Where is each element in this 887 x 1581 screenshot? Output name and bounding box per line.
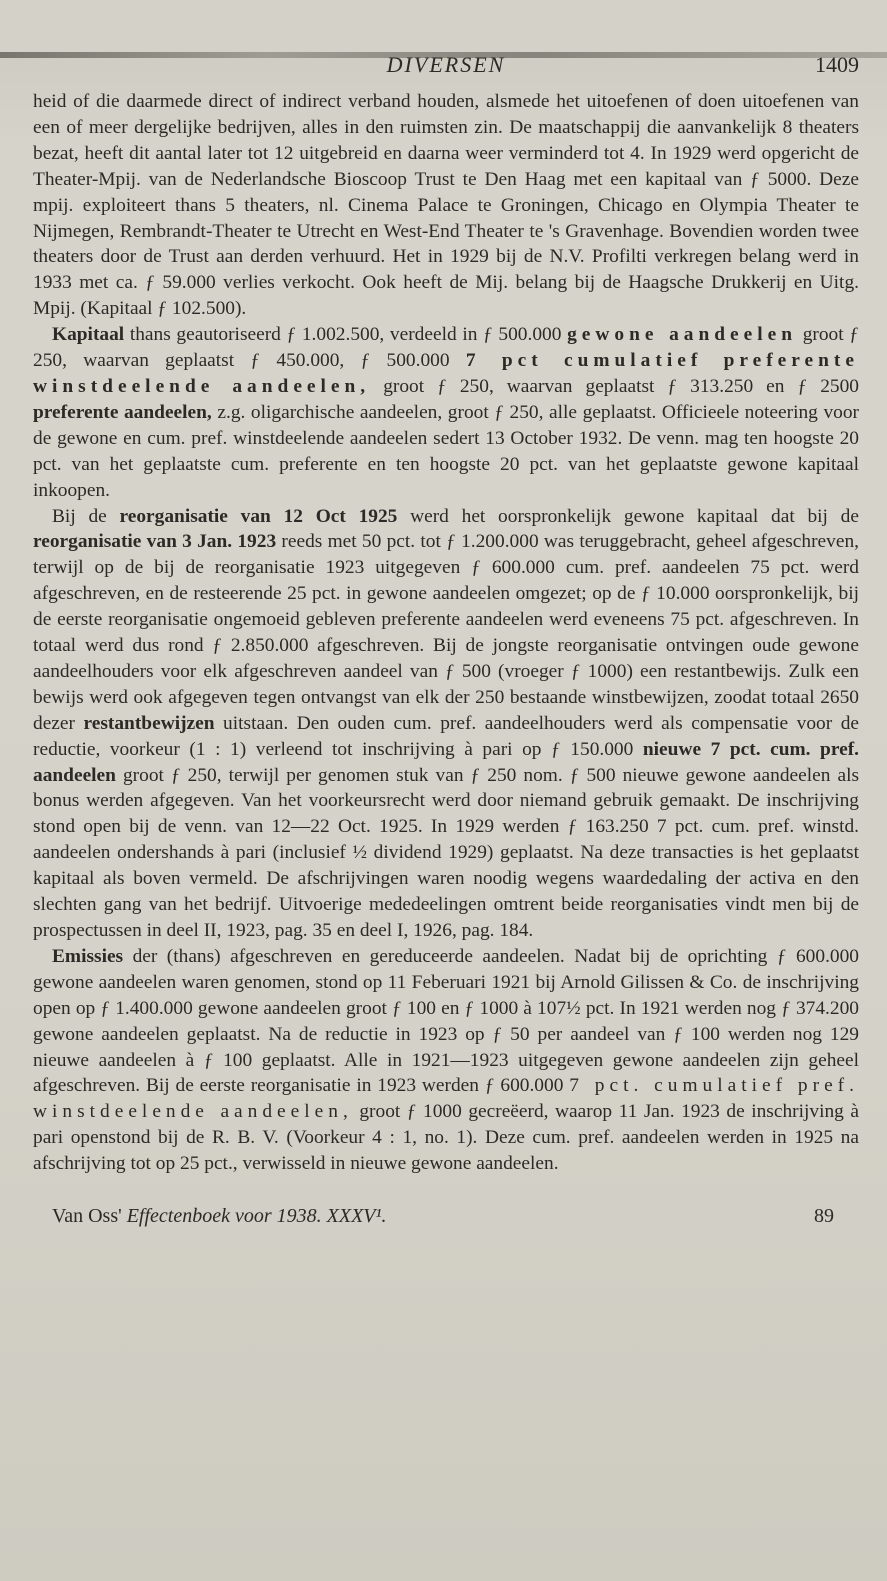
bold-term: restantbewijzen [83,712,215,734]
paragraph-emissies: Emissies der (thans) afgeschreven en gereduceerde aandeelen. Nadat bij de oprichting ƒ 600.000 gewone aandeelen waren genomen, stond op 11 Feberuari 1921 bij Arnold Gilissen & Co. de inschrijving open op ƒ 1.400.000 gewone aandeelen groot ƒ 100 en ƒ 1000 à 107½ pct. In 1921 werden nog ƒ 374.200 gewone aandeelen geplaatst. Na de reductie in 1923 op ƒ 50 per aandeel van ƒ 100 werden nog 129 nieuwe aandeelen à ƒ 100 geplaatst. Alle in 1921—1923 uitgegeven gewone aandeelen zijn geheel afgeschreven. Bij de eerste reorganisatie in 1923 werden ƒ 600.000 7 pct. cumulatief pref. winstdeelende aandeelen, groot ƒ 1000 gecreëerd, waarop 11 Jan. 1923 de inschrijving à pari openstond bij de R. B. V. (Voorkeur 4 : 1, no. 1). Deze cum. pref. aandeelen werden in 1925 na afschrijving tot op 25 pct., verwisseld in nieuwe gewone aandeelen. [33,945,859,1175]
spaced-term: 7 pct cumulatief preferente winstdeelende aandeelen, [33,350,860,397]
spaced-term: 7 pct. cumulatief pref. winstdeelende aandeelen, [33,1075,859,1123]
emissies-heading: Emissies [52,945,124,967]
paragraph-kapitaal: Kapitaal thans geautoriseerd ƒ 1.002.500, verdeeld in ƒ 500.000 gewone aandeelen groot ƒ 250, waarvan geplaatst ƒ 450.000, ƒ 500.000 7 pct cumulatief preferente winstdeelende aandeelen, groot ƒ 250, waarvan geplaatst ƒ 313.250 en ƒ 2500 preferente aandeelen, z.g. oligarchische aandeelen, groot ƒ 250, alle geplaatst. Officieele noteering voor de gewone en cum. pref. winstdeelende aandeelen sedert 13 October 1932. De venn. mag ten hoogste 20 pct. van het geplaatste cum. preferente en ten hoogste 20 pct. van het geplaatste gewone kapitaal inkoopen. [33,324,860,501]
bold-term: nieuwe 7 pct. cum. pref. aandeelen [33,738,860,786]
page-footer [33,1205,859,1235]
page-number: 1409 [815,52,859,77]
footer-citation: Van Oss' Effectenboek voor 1938. XXXV¹. [52,1205,387,1228]
paragraph-intro: heid of die daarmede direct of indirect verband houden, alsmede het uitoefenen of doen uitoefenen van een of meer dergelijke bedrijven, alles in den ruimsten zin. De maatschappij die aanvankelijk 8 theaters bezat, heeft dit aantal later tot 12 uitgebreid en daarna weer verminderd tot 4. In 1929 werd opgericht de Theater-Mpij. van de Nederlandsche Bioscoop Trust te Den Haag met een kapitaal van ƒ 5000. Deze mpij. exploiteert thans 5 theaters, nl. Cinema Palace te Groningen, Chicago en Olympia Theater te Nijmegen, Rembrandt-Theater te Utrecht en West-End Theater te 's Gravenhage. Bovendien worden twee theaters door de Trust aan derden verhuurd. Het in 1929 bij de N.V. Profilti verkregen belang werd in 1933 met ca. ƒ 59.000 verlies verkocht. Ook heeft de Mij. belang bij de Haagsche Drukkerij en Uitg. Mpij. (Kapitaal ƒ 102.500). [33,91,859,320]
footer-page-number: 89 [814,1205,834,1228]
body-text [33,89,859,1177]
spaced-term: gewone aandeelen [567,324,798,346]
bold-term: reorganisatie van 12 Oct 1925 [119,505,398,527]
bold-term: reorganisatie van 3 Jan. 1923 [33,531,277,553]
bold-term: preferente aandeelen, [33,401,212,423]
paragraph-reorganisatie: Bij de reorganisatie van 12 Oct 1925 werd het oorspronkelijk gewone kapitaal dat bij de reorganisatie van 3 Jan. 1923 reeds met 50 pct. tot ƒ 1.200.000 was teruggebracht, geheel afgeschreven, terwijl op de bij de reorganisatie 1923 uitgegeven ƒ 600.000 cum. pref. aandeelen 75 pct. werd afgeschreven, en de resteerende 25 pct. in gewone aandeelen omgezet; op de ƒ 10.000 oorspronkelijk, bij de eerste reorganisatie ongemoeid gebleven preferente aandeelen werd eveneens 75 pct. afgeschreven. In totaal werd dus rond ƒ 2.850.000 afgeschreven. Bij de jongste reorganisatie ontvingen oude gewone aandeelhouders voor elk afgeschreven aandeel van ƒ 500 (vroeger ƒ 1000) een restantbewijs. Zulk een bewijs werd ook afgegeven tegen ontvangst van elk der 250 bestaande winstbewijzen, zoodat totaal 2650 dezer restantbewijzen uitstaan. Den ouden cum. pref. aandeelhouders werd als compensatie voor de reductie, voorkeur (1 : 1) verleend tot inschrijving à pari op ƒ 150.000 nieuwe 7 pct. cum. pref. aandeelen groot ƒ 250, terwijl per genomen stuk van ƒ 250 nom. ƒ 500 nieuwe gewone aandeelen als bonus werden afgegeven. Van het voorkeursrecht werd door niemand gebruik gemaakt. De inschrijving stond open bij de venn. van 12—22 Oct. 1925. In 1929 werden ƒ 163.250 7 pct. cum. pref. winstd. aandeelen ondershands à pari (inclusief ½ dividend 1929) geplaatst. Na deze transacties is het geplaatst kapitaal als boven vermeld. De afschrijvingen waren noodig wegens waardedaling der activa en den slechten gang van het bedrijf. Uitvoerige mededeelingen omtrent beide reorganisaties vindt men bij de prospectussen in deel II, 1923, pag. 35 en deel I, 1926, pag. 184. [33,505,860,941]
running-title: DIVERSEN [386,52,506,77]
running-head [33,52,859,92]
footer-book-title: Effectenboek voor 1938. XXXV¹. [126,1205,387,1228]
book-page [0,52,887,1581]
kapitaal-heading: Kapitaal [52,324,125,346]
